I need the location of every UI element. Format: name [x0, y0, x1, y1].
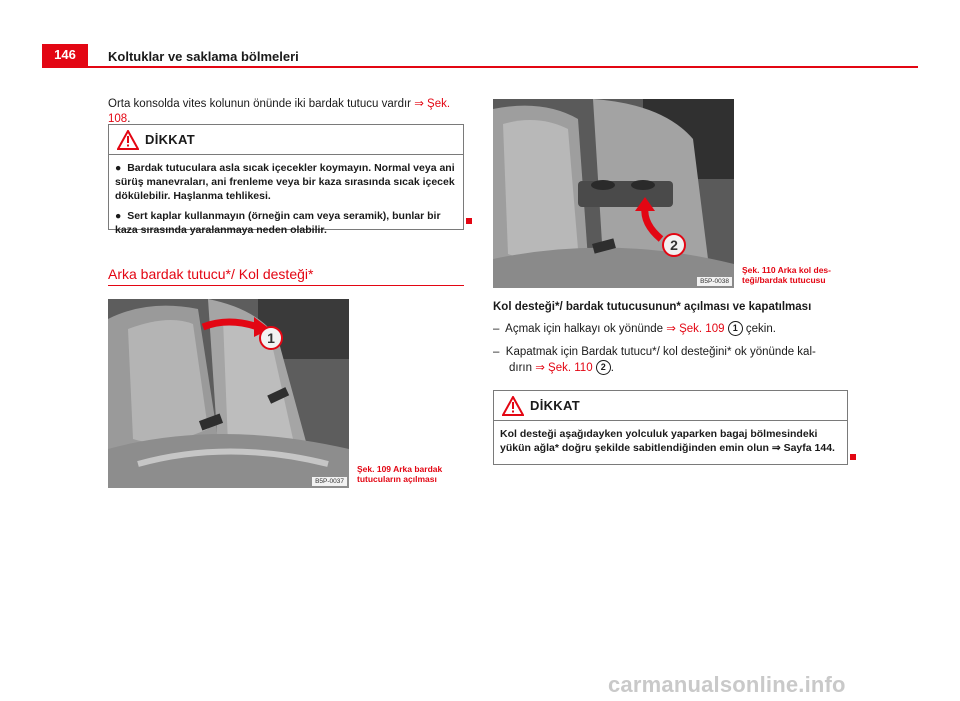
step-dash: –	[493, 346, 500, 358]
warning-2-header	[494, 391, 847, 421]
step-2-line	[493, 345, 853, 360]
warning-1-item-text: Bardak tutuculara asla sıcak içecekler koymayın. Normal veya ani sürüş manevraları, ani frenleme veya bir kaza sırasında sıcak içecek dökülebilir. Haşlanma tehlikesi.	[115, 162, 455, 202]
callout-2-badge: 2	[596, 360, 611, 375]
bullet-icon: ●	[115, 210, 122, 222]
step-2-figure-link[interactable]: ⇒ Şek. 110	[535, 362, 593, 374]
step-2-end: .	[610, 362, 614, 374]
section-heading-rule	[108, 285, 464, 286]
intro-figure-link[interactable]: ⇒ Şek. 108	[108, 98, 451, 125]
callout-1-badge: 1	[728, 321, 743, 336]
section-end-marker	[466, 218, 472, 224]
warning-1-item	[115, 209, 457, 237]
warning-1-body	[109, 155, 463, 247]
figure-110-code: B5P-0038	[697, 277, 732, 286]
figure-109-photo	[108, 299, 349, 488]
warning-box-1	[108, 124, 464, 236]
warning-2-body: Kol desteği aşağıdayken yolculuk yaparken bagaj bölmesindeki yükün ağla* doğru şekilde sabitlendiğinden emin olun ⇒ Sayfa 144.	[500, 428, 835, 454]
watermark: carmanualsonline.info	[608, 672, 846, 697]
figure-109-caption	[357, 464, 442, 484]
figure-109-code: B5P-0037	[312, 477, 347, 486]
figure-110-callout: 2	[670, 237, 678, 253]
intro-end: .	[127, 113, 131, 125]
step-1-figure-link[interactable]: ⇒ Şek. 109	[666, 323, 725, 335]
section-title: Koltuklar ve saklama bölmeleri	[108, 49, 299, 64]
rear-seat-illustration	[108, 299, 349, 488]
bullet-icon: ●	[115, 162, 122, 174]
figure-110-photo	[493, 99, 734, 288]
step-2-line	[493, 360, 853, 376]
figure-109-caption-line: Şek. 109 Arka bardak	[357, 464, 443, 474]
section-heading: Arka bardak tutucu*/ Kol desteği*	[108, 266, 314, 282]
step-2-text-cont: dırın	[509, 362, 533, 374]
figure-109-caption-line: tutucuların açılması	[357, 474, 437, 484]
warning-2-title: DİKKAT	[530, 398, 580, 413]
warning-triangle-icon	[117, 130, 139, 150]
figure-110-caption-line: teği/bardak tutucusu	[742, 275, 826, 285]
page-number: 146	[42, 44, 88, 66]
instruction-step-2	[493, 345, 853, 376]
section-end-marker	[850, 454, 856, 460]
step-dash: –	[493, 323, 500, 335]
figure-109-callout: 1	[267, 330, 275, 346]
intro-text: Orta konsolda vites kolunun önünde iki bardak tutucu vardır	[108, 98, 412, 110]
header-rule	[42, 66, 918, 68]
figure-110-caption	[742, 265, 831, 285]
warning-1-item	[115, 161, 457, 203]
step-1-text: Açmak için halkayı ok yönünde	[505, 323, 664, 335]
figure-110-caption-line: Şek. 110 Arka kol des-	[742, 265, 831, 275]
warning-triangle-icon	[502, 396, 524, 416]
armrest-illustration	[493, 99, 734, 288]
instructions-heading: Kol desteği*/ bardak tutucusunun* açılması ve kapatılması	[493, 301, 812, 313]
warning-box-2	[493, 390, 848, 465]
instruction-step-1	[493, 321, 853, 337]
step-1-end: çekin.	[745, 323, 776, 335]
intro-paragraph	[108, 97, 468, 127]
warning-1-title: DİKKAT	[145, 132, 195, 147]
warning-1-header	[109, 125, 463, 155]
warning-1-item-text: Sert kaplar kullanmayın (örneğin cam veya seramik), bunlar bir kaza sırasında yaralanmaya neden olabilir.	[115, 210, 441, 236]
step-2-text: Kapatmak için Bardak tutucu*/ kol desteğini* ok yönünde kal-	[505, 346, 816, 358]
